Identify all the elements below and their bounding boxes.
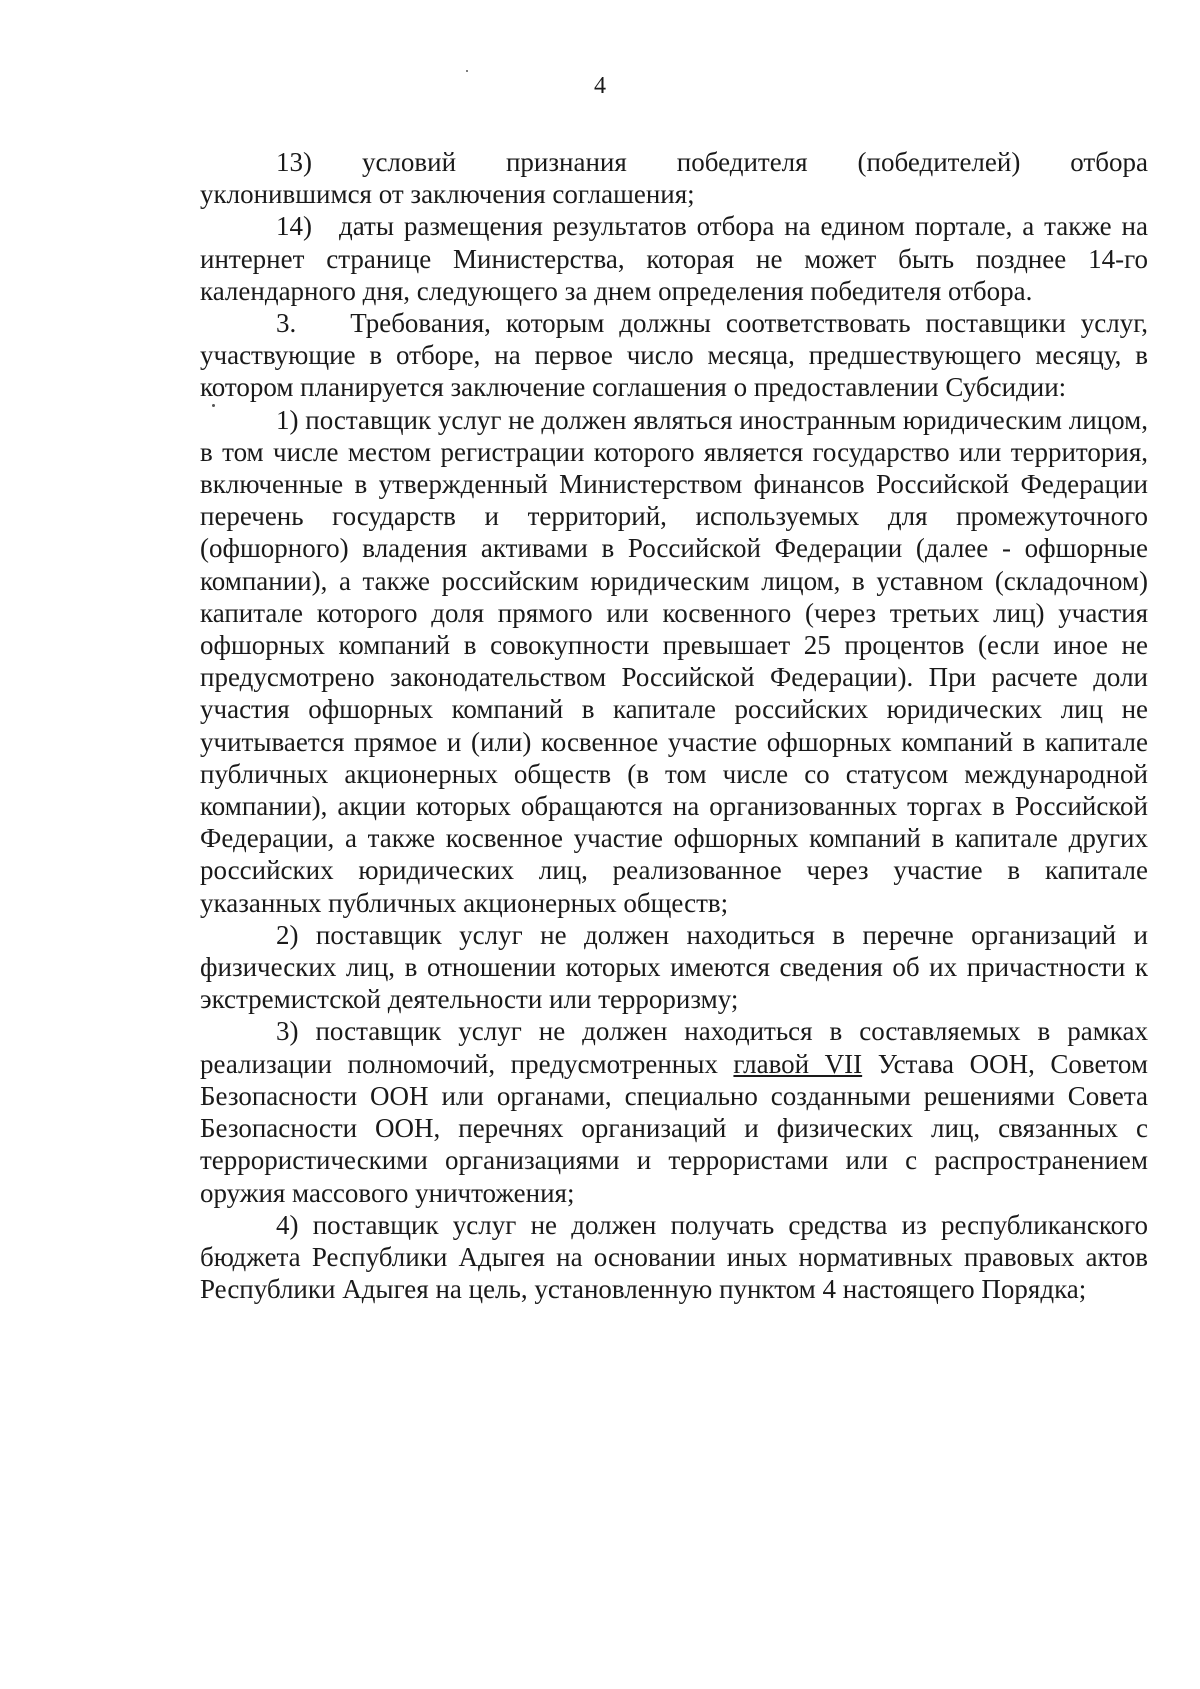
item-13 (200, 146, 1148, 210)
chapter-vii-link[interactable]: главой VII (733, 1048, 863, 1079)
page-number: 4 (594, 73, 606, 99)
item-13-rest: уклонившимся от заключения соглашения; (200, 179, 695, 210)
requirement-4: 4) поставщик услуг не должен получать средства из республиканского бюджета Республики Адыгея на основании иных нормативных правовых актов Республики Адыгея на цель, установленную пунктом 4 настоящего Порядка; (200, 1209, 1148, 1305)
item-13-first-line: 13) условий признания победителя (победителей) отбора (276, 147, 1148, 177)
scan-speck (212, 404, 215, 407)
requirement-2: 2) поставщик услуг не должен находиться в перечне организаций и физических лиц, в отношении которых имеются сведения об их причастности к экстремистской деятельности или терроризму; (200, 919, 1148, 1015)
requirement-3: 3) поставщик услуг не должен находиться в составляемых в рамках реализации полномочий, предусмотренных главой VII Устава ООН, Советом Безопасности ООН или органами, специально созданными решениями Совета Безопасности ООН, перечнях организаций и физических лиц, связанных с террористическими организациями и террористами или с распространением оружия массового уничтожения; (200, 1016, 1148, 1208)
requirement-1: 1) поставщик услуг не должен являться иностранным юридическим лицом, в том числе местом регистрации которого является государство или территория, включенные в утвержденный Министерством финансов Российской Федерации перечень государств и территорий, используемых для промежуточного (офшорного) владения активами в Российской Федерации (далее - офшорные компании), а также российским юридическим лицом, в уставном (складочном) капитале которого доля прямого или косвенного (через третьих лиц) участия офшорных компаний в совокупности превышает 25 процентов (если иное не предусмотрено законодательством Российской Федерации). При расчете доли участия офшорных компаний в капитале российских юридических лиц не учитывается прямое и (или) косвенное участие офшорных компаний в капитале публичных акционерных обществ (в том числе со статусом международной компании), акции которых обращаются на организованных торгах в Российской Федерации, а также косвенное участие офшорных компаний в капитале других российских юридических лиц, реализованное через участие в капитале указанных публичных акционерных обществ; (200, 404, 1148, 918)
document-body (200, 146, 1148, 1305)
scan-speck (466, 70, 468, 72)
section-3: 3. Требования, которым должны соответствовать поставщики услуг, участвующие в отборе, на первое число месяца, предшествующего месяцу, в котором планируется заключение соглашения о предоставлении Субсидии: (200, 308, 1148, 403)
item-14: 14) даты размещения результатов отбора на едином портале, а также на интернет странице Министерства, которая не может быть позднее 14-го календарного дня, следующего за днем определения победителя отбора. (200, 211, 1148, 306)
